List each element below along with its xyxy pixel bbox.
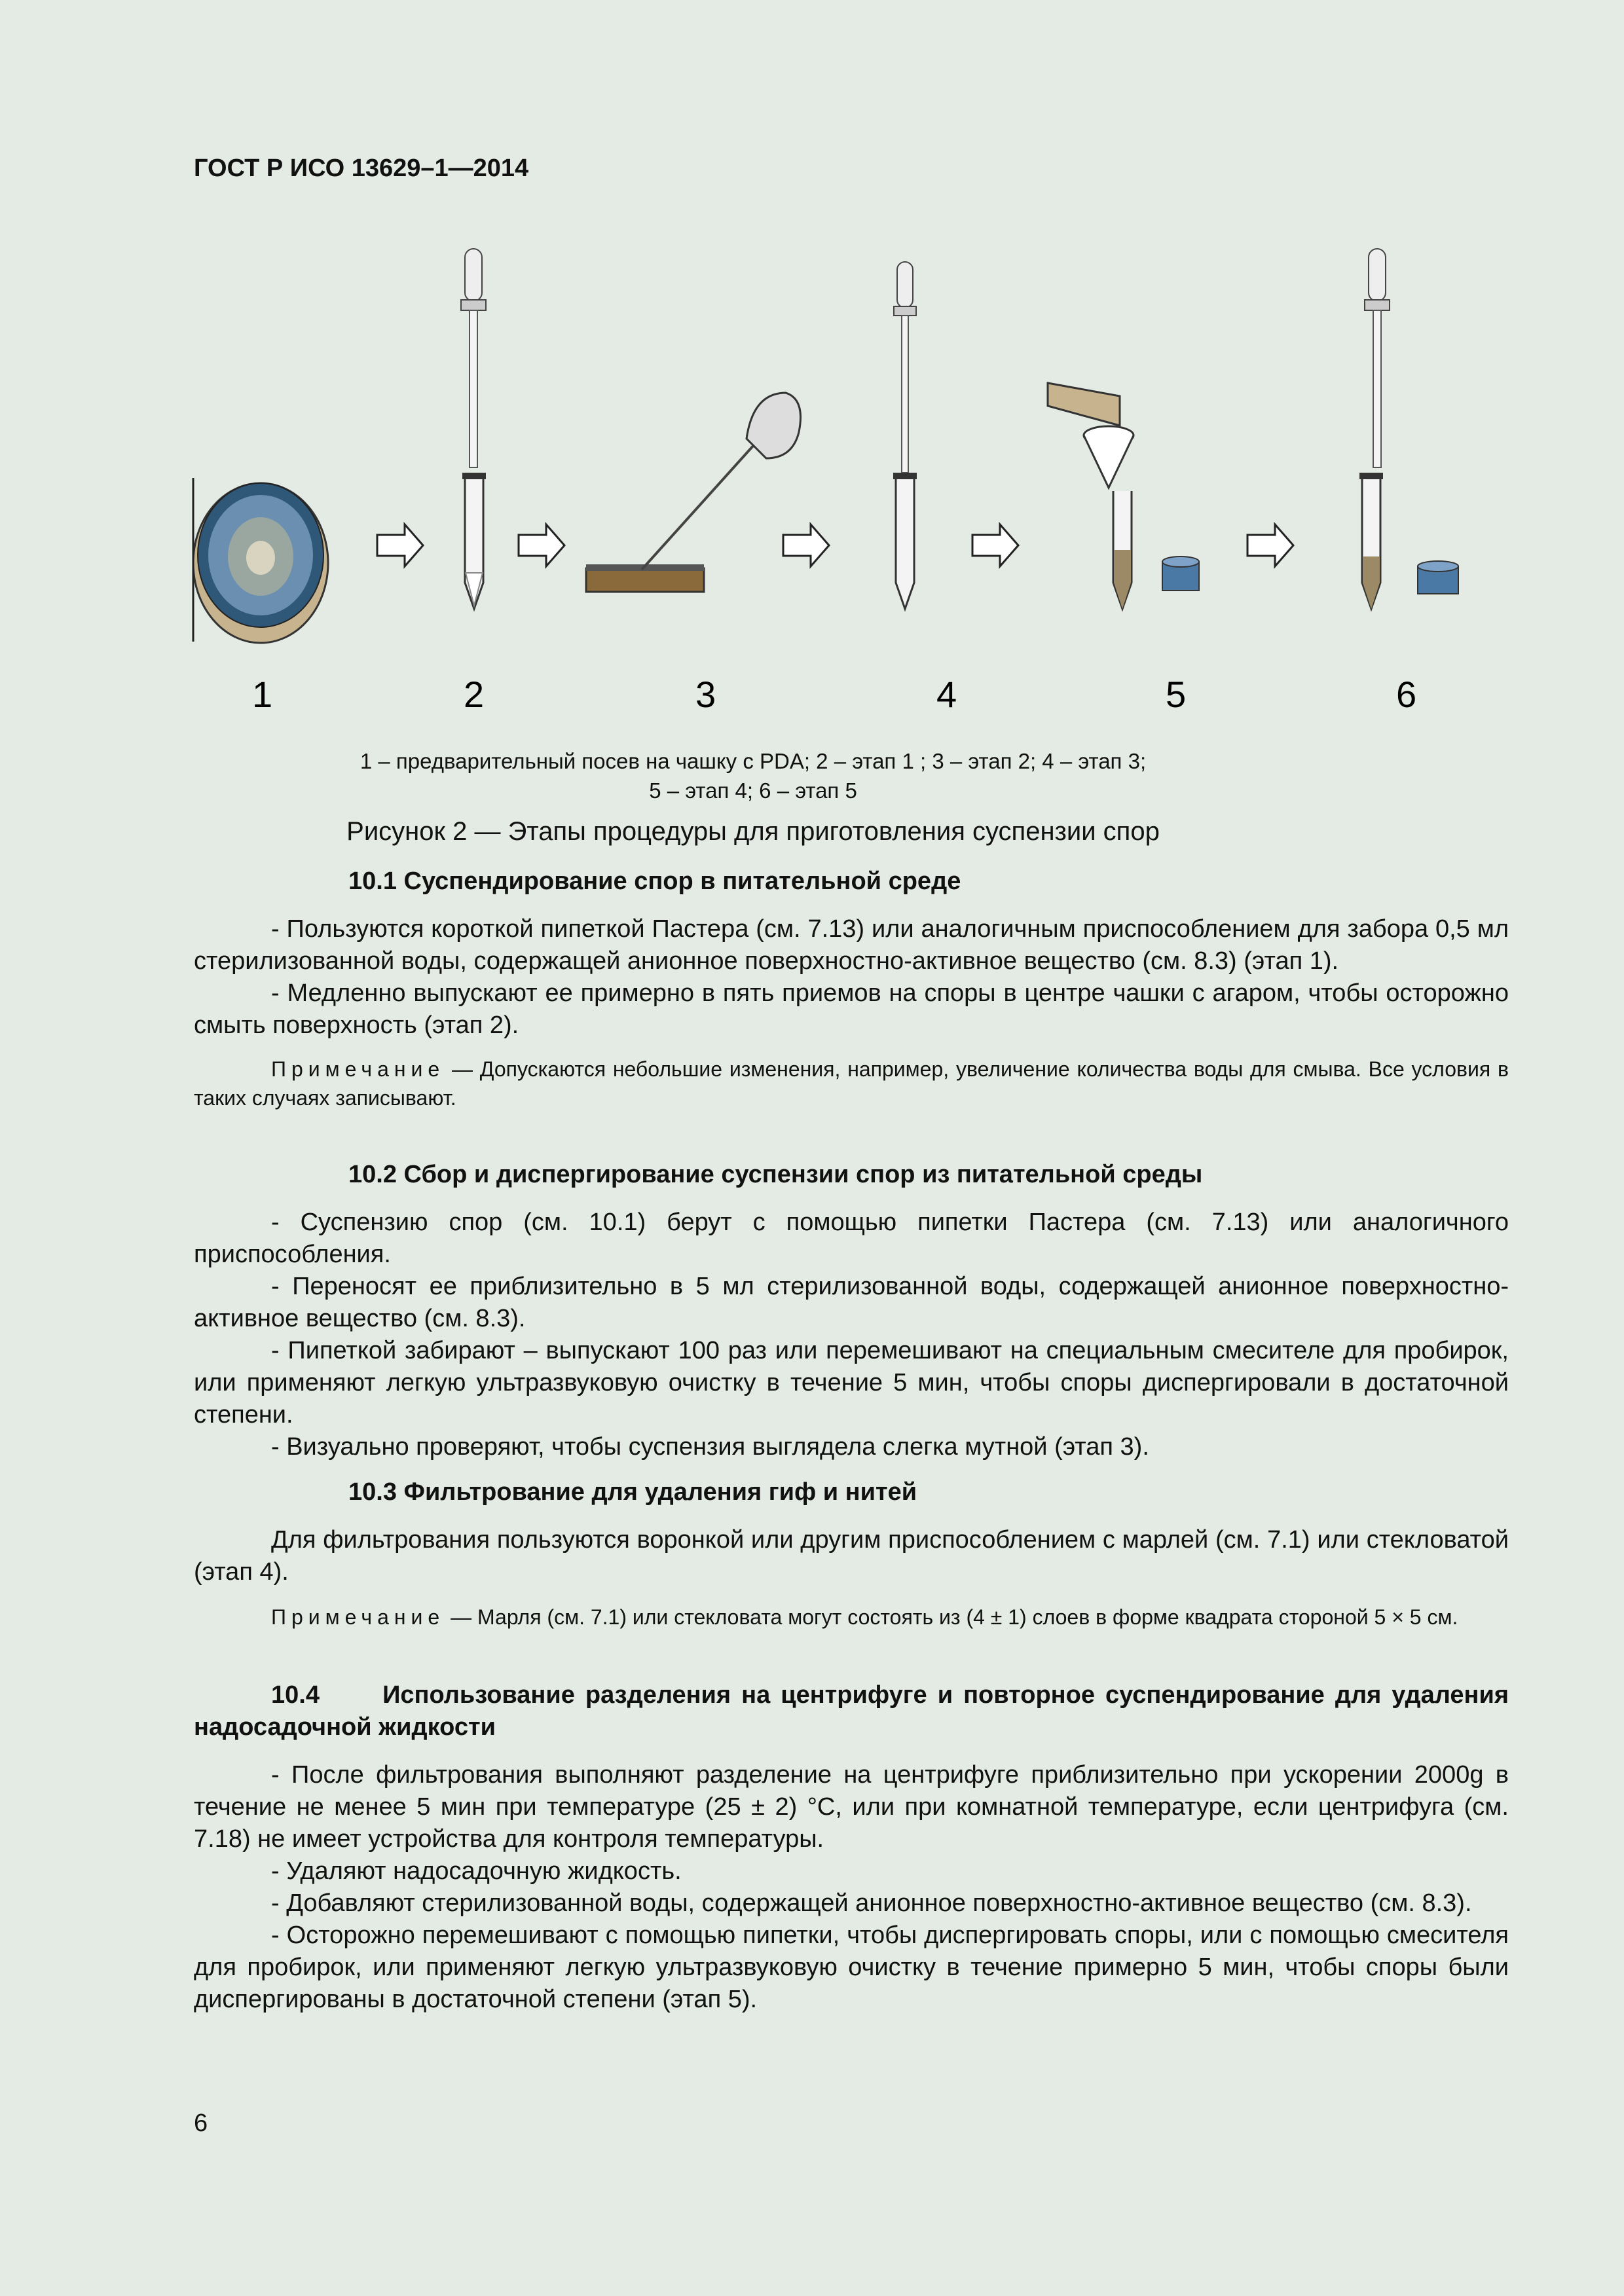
page-number: 6: [194, 2109, 208, 2137]
paragraph: - После фильтрования выполняют разделение на центрифуге приблизительно при ускорении 2000g в течение не менее 5 мин при температуре (25 ± 2) °С, или при комнатной температуре, если центрифуга (см. 7.18) не имеет устройства для контроля температуры.: [194, 1761, 1509, 1853]
paragraph: - Пипеткой забирают – выпускают 100 раз или перемешивают на специальным смесителе для пробирок, или применяют легкую ультразвуковую очистку в течение 5 мин, чтобы споры диспергировали в достаточной степени.: [194, 1337, 1509, 1429]
tube-pipette-illustration: [893, 262, 917, 609]
section-10-1: [194, 866, 1509, 1112]
figure-title: Рисунок 2 — Этапы процедуры для приготовления суспензии спор: [346, 817, 1160, 846]
paragraph: - Суспензию спор (см. 10.1) берут с помощью пипетки Пастера (см. 7.13) или аналогичного приспособления.: [194, 1209, 1509, 1268]
section-10-2: [194, 1159, 1509, 1463]
figure-legend-line-2: 5 – этап 4; 6 – этап 5: [649, 778, 857, 803]
paragraph: - Осторожно перемешивают с помощью пипетки, чтобы диспергировать споры, или с помощью смесителя для пробирок, или применяют легкую ультразвуковую очистку в течение примерно 5 мин, чтобы споры были диспергированы в достаточной степени (этап 5).: [194, 1922, 1509, 2013]
paragraph: - Пользуются короткой пипеткой Пастера (см. 7.13) или аналогичным приспособлением для забора 0,5 мл стерилизованной воды, содержащей анионное поверхностно-активное вещество (см. 8.3) (этап 1).: [194, 915, 1509, 975]
arrow-icon: [519, 524, 564, 566]
figure-label-3: 3: [695, 674, 716, 715]
paragraph: - Удаляют надосадочную жидкость.: [271, 1857, 682, 1885]
hand-needle-illustration: [586, 393, 801, 592]
figure-label-4: 4: [936, 674, 957, 715]
funnel-tube-illustration: [1048, 383, 1199, 609]
section-heading: 10.4 Использование разделения на центрифуге и повторное суспендирование для удаления надосадочной жидкости: [194, 1681, 1516, 1741]
paragraph: - Переносят ее приблизительно в 5 мл стерилизованной воды, содержащей анионное поверхностно-активное вещество (см. 8.3).: [194, 1273, 1509, 1332]
tube-pipette-illustration: [1359, 249, 1458, 609]
note-text: — Допускаются небольшие изменения, например, увеличение количества воды для смыва. Все условия в таких случаях записывают.: [194, 1057, 1509, 1110]
paragraph: Для фильтрования пользуются воронкой или другим приспособлением с марлей (см. 7.1) или стекловатой (этап 4).: [194, 1526, 1509, 1586]
tube-pipette-illustration: [461, 249, 486, 609]
figure-label-5: 5: [1166, 674, 1187, 715]
note: [194, 1055, 1509, 1112]
figure-label-6: 6: [1396, 674, 1417, 715]
paragraph: - Визуально проверяют, чтобы суспензия выглядела слегка мутной (этап 3).: [271, 1433, 1149, 1461]
note-text: — Марля (см. 7.1) или стекловата могут состоять из (4 ± 1) слоев в форме квадрата стороной 5 × 5 см.: [445, 1605, 1458, 1629]
procedure-figure: [183, 242, 1493, 727]
note: [194, 1603, 1509, 1631]
paragraph: - Медленно выпускают ее примерно в пять приемов на споры в центре чашки с агаром, чтобы осторожно смыть поверхность (этап 2).: [194, 979, 1509, 1039]
figure-label-1: 1: [252, 674, 273, 715]
petri-dish-illustration: [193, 478, 328, 643]
document-header: ГОСТ Р ИСО 13629–1—2014: [194, 155, 529, 182]
arrow-icon: [783, 524, 829, 566]
figure-legend: [194, 746, 1312, 805]
section-heading: 10.1 Суспендирование спор в питательной среде: [348, 867, 961, 895]
section-10-3: [194, 1476, 1509, 1631]
section-10-4: [194, 1679, 1516, 2016]
paragraph: - Добавляют стерилизованной воды, содержащей анионное поверхностно-активное вещество (см. 8.3).: [271, 1889, 1472, 1917]
note-label: Примечание: [271, 1057, 445, 1081]
arrow-icon: [377, 524, 423, 566]
section-heading: 10.2 Сбор и диспергирование суспензии спор из питательной среды: [348, 1161, 1203, 1188]
section-heading: 10.3 Фильтрование для удаления гиф и нитей: [348, 1478, 917, 1506]
arrow-icon: [972, 524, 1018, 566]
note-label: Примечание: [271, 1605, 445, 1629]
arrow-icon: [1247, 524, 1293, 566]
figure-legend-line-1: 1 – предварительный посев на чашку с PDA; 2 – этап 1 ; 3 – этап 2; 4 – этап 3;: [360, 749, 1147, 773]
figure-label-2: 2: [464, 674, 485, 715]
